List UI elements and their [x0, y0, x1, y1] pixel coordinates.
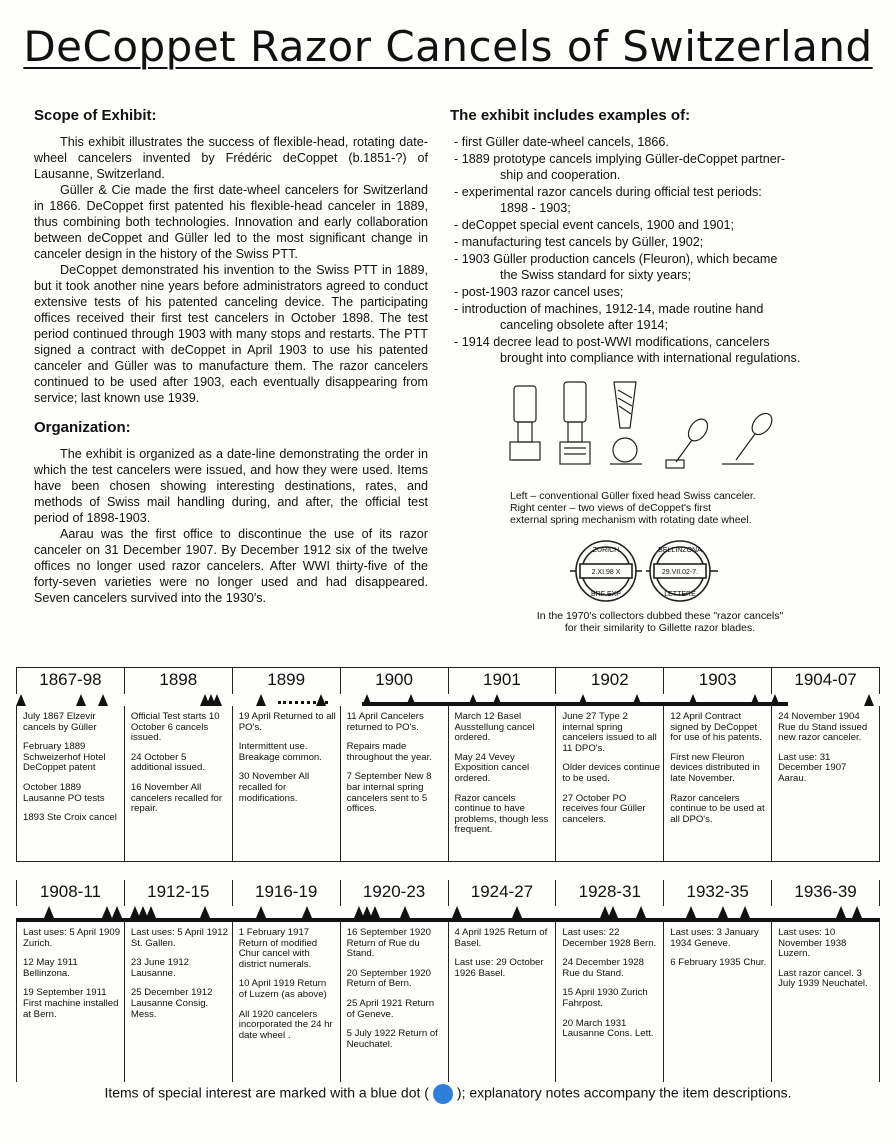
event-marker	[76, 694, 86, 706]
timeline-1908-1939	[16, 880, 880, 1082]
event-marker	[632, 694, 642, 706]
list-item: - introduction of machines, 1912-14, made routine hand canceling obsolete after 1914;	[454, 302, 764, 332]
organization-paragraph: Aarau was the first office to discontinue the use of its razor canceler on 31 December 1907. By December 1912 six of the twelve offices no longer used razor cancelers. After WWI thirty-five of the forty-seven varieties were no longer used and had disappeared. Seven cancelers survived into the 1930's.	[34, 527, 428, 605]
year-header: 1900	[340, 668, 448, 694]
event-marker	[750, 694, 760, 706]
razor-cancels-drawing	[570, 536, 720, 606]
organization-paragraph: The exhibit is organized as a date-line demonstrating the order in which the test cancelers were issued, and how they were used. Items have been chosen showing interesting destinations, rates, and methods of Swiss mail handling during, and after, the official test period of 1898-1903.	[34, 447, 428, 525]
event-marker	[406, 694, 416, 706]
timeline-column: 11 April Cancelers returned to PO's. Repairs made throughout the year. 7 September New 8 bar internal spring cancelers sent to 5 offices.	[340, 706, 448, 861]
right-column	[450, 108, 870, 634]
event-marker	[686, 906, 696, 918]
year-header: 1928-31	[555, 880, 663, 906]
event-marker	[770, 694, 780, 706]
scope-heading: Scope of Exhibit:	[34, 107, 157, 124]
event-marker	[256, 906, 266, 918]
page-title: DeCoppet Razor Cancels of Switzerland	[23, 22, 873, 71]
timeline-column: 24 November 1904 Rue du Stand issued new razor canceler. Last use: 31 December 1907 Aarau.	[771, 706, 880, 861]
event-marker	[740, 906, 750, 918]
timeline-column: March 12 Basel Ausstellung cancel ordered. May 24 Vevey Exposition cancel ordered. Razor cancels continue to have problems, though less frequent.	[448, 706, 556, 861]
scope-paragraph: This exhibit illustrates the success of flexible-head, rotating date-wheel cancelers invented by Frédéric deCoppet (b.1851-?) of Lausanne, Switzerland.	[34, 135, 428, 181]
list-item: - first Güller date-wheel cancels, 1866.	[454, 135, 669, 149]
footer-note: Items of special interest are marked with a blue dot ( ); explanatory notes accompany the item descriptions.	[0, 1084, 896, 1104]
timeline-column: 16 September 1920 Return of Rue du Stand. 20 September 1920 Return of Bern. 25 April 1921 Return of Geneve. 5 July 1922 Return of Neuchatel.	[340, 922, 448, 1082]
year-header: 1898	[124, 668, 232, 694]
list-item: - 1903 Güller production cancels (Fleuron), which became the Swiss standard for sixty years;	[454, 252, 778, 282]
year-header: 1924-27	[448, 880, 556, 906]
timeline-column: Last uses: 10 November 1938 Luzern. Last razor cancel. 3 July 1939 Neuchatel.	[771, 922, 880, 1082]
event-marker	[864, 694, 874, 706]
list-item: - 1914 decree lead to post-WWI modifications, cancelers brought into compliance with international regulations.	[454, 335, 801, 365]
event-marker	[718, 906, 728, 918]
list-item: - 1889 prototype cancels implying Güller-deCoppet partner- ship and cooperation.	[454, 152, 786, 182]
timeline-column: June 27 Type 2 internal spring cancelers issued to all 11 DPO's. Older devices continue to be used. 27 October PO receives four Güller cancelers.	[555, 706, 663, 861]
event-marker	[146, 906, 156, 918]
event-marker	[200, 906, 210, 918]
razor-cancel-examples	[570, 536, 720, 606]
event-marker	[256, 694, 266, 706]
stamp-text: 29.VII.02-7.	[661, 569, 699, 576]
year-header: 1902	[555, 668, 663, 694]
stamp-text: BELLINZONA	[658, 547, 702, 554]
year-header: 1904-07	[771, 668, 880, 694]
left-column	[34, 108, 428, 606]
blue-dot-icon	[433, 1084, 453, 1104]
event-marker	[836, 906, 846, 918]
year-header: 1936-39	[771, 880, 880, 906]
event-marker	[316, 694, 326, 706]
timeline-column: 1 February 1917 Return of modified Chur cancel with district numerals. 10 April 1919 Return of Luzern (as above) All 1920 cancelers incorporated the 24 hr date wheel .	[232, 922, 340, 1082]
event-marker	[370, 906, 380, 918]
event-marker	[492, 694, 502, 706]
organization-heading: Organization:	[34, 419, 131, 436]
canceler-drawing	[500, 378, 800, 486]
timeline-header	[16, 667, 880, 694]
timeline-column: 4 April 1925 Return of Basel. Last use: 29 October 1926 Basel.	[448, 922, 556, 1082]
year-header: 1903	[663, 668, 771, 694]
year-header: 1867-98	[16, 668, 124, 694]
list-item: - deCoppet special event cancels, 1900 and 1901;	[454, 218, 735, 232]
timeline-axis	[16, 694, 880, 706]
event-marker	[102, 906, 112, 918]
cancels-caption: In the 1970's collectors dubbed these "razor cancels" for their similarity to Gillette razor blades.	[536, 610, 784, 634]
event-marker	[852, 906, 862, 918]
timeline-column: 19 April Returned to all PO's. Intermittent use. Breakage common. 30 November All recalled for modifications.	[232, 706, 340, 861]
includes-heading: The exhibit includes examples of:	[450, 107, 691, 124]
timeline-header	[16, 880, 880, 906]
list-item: - post-1903 razor cancel uses;	[454, 285, 624, 299]
timeline-notes	[16, 706, 880, 862]
stamp-text: BRF EXP	[591, 591, 621, 598]
timeline-column: Last uses: 5 April 1912 St. Gallen. 23 June 1912 Lausanne. 25 December 1912 Lausanne Consig. Mess.	[124, 922, 232, 1082]
timeline-notes	[16, 922, 880, 1082]
event-marker	[468, 694, 478, 706]
timeline-column: 12 April Contract signed by DeCoppet for use of his patents. First new Fleuron devices distributed in late November. Razor cancelers continue to be used at all DPO's.	[663, 706, 771, 861]
axis-line	[362, 702, 788, 706]
illustration-caption: Left – conventional Güller fixed head Swiss canceler. Right center – two views of deCoppet's first external spring mechanism with rotating date wheel.	[510, 490, 756, 526]
canceler-illustration	[500, 378, 800, 486]
list-item: - manufacturing test cancels by Güller, 1902;	[454, 235, 704, 249]
event-marker	[44, 906, 54, 918]
stamp-text: ZURICH	[592, 547, 620, 554]
event-marker	[302, 906, 312, 918]
event-marker	[452, 906, 462, 918]
stamp-text: LETTERE	[664, 591, 696, 598]
event-marker	[636, 906, 646, 918]
timeline-column: Last uses: 3 January 1934 Geneve. 6 February 1935 Chur.	[663, 922, 771, 1082]
timeline-1867-1907	[16, 667, 880, 862]
event-marker	[688, 694, 698, 706]
timeline-column: Last uses: 5 April 1909 Zurich. 12 May 1911 Bellinzona. 19 September 1911 First machine installed at Bern.	[16, 922, 124, 1082]
event-marker	[400, 906, 410, 918]
stamp-text: 2.XI.98 X	[591, 569, 621, 576]
timeline-column: Official Test starts 10 October 6 cancels issued. 24 October 5 additional issued. 16 November All cancelers recalled for repair.	[124, 706, 232, 861]
event-marker	[212, 694, 222, 706]
scope-paragraph: DeCoppet demonstrated his invention to the Swiss PTT in 1889, but it took another nine years before administrators agreed to conduct extensive tests of his patented canceling device. The participating offices received their first test cancelers in October 1898. The test period continued through 1903 with many stops and restarts. The PTT signed a contract with deCoppet in April 1903 to use his patented canceler and Güller was to manufacture them. The razor cancelers continued to be used after 1903, each eventually disappearing from service; last known use 1939.	[34, 263, 428, 405]
event-marker	[16, 694, 26, 706]
includes-list	[450, 134, 870, 366]
scope-paragraph: Güller & Cie made the first date-wheel cancelers for Switzerland in 1866. DeCoppet first patented his flexible-head canceler in 1889, thus combining both technologies. Innovation and early collaboration between deCoppet and Güller led to the most significant change in canceler design in the history of the Swiss PTT.	[34, 183, 428, 261]
year-header: 1912-15	[124, 880, 232, 906]
timeline-column: Last uses: 22 December 1928 Bern. 24 December 1928 Rue du Stand. 15 April 1930 Zurich Fahrpost. 20 March 1931 Lausanne Cons. Lett.	[555, 922, 663, 1082]
event-marker	[608, 906, 618, 918]
event-marker	[362, 694, 372, 706]
list-item: - experimental razor cancels during official test periods: 1898 - 1903;	[454, 185, 762, 215]
year-header: 1901	[448, 668, 556, 694]
year-header: 1908-11	[16, 880, 124, 906]
year-header: 1932-35	[663, 880, 771, 906]
event-marker	[512, 906, 522, 918]
timeline-axis	[16, 906, 880, 922]
timeline-column: July 1867 Elzevir cancels by Güller February 1889 Schweizerhof Hotel DeCoppet patent October 1889 Lausanne PO tests 1893 Ste Croix cancel	[16, 706, 124, 861]
year-header: 1899	[232, 668, 340, 694]
event-marker	[578, 694, 588, 706]
year-header: 1916-19	[232, 880, 340, 906]
event-marker	[98, 694, 108, 706]
year-header: 1920-23	[340, 880, 448, 906]
event-marker	[112, 906, 122, 918]
